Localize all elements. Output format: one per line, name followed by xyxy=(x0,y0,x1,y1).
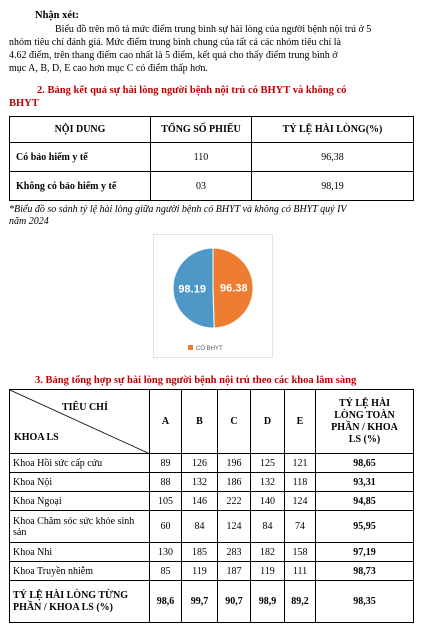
cell: 85 xyxy=(150,562,182,581)
bhyt-table xyxy=(9,116,414,201)
table-row xyxy=(10,473,414,492)
cell: 84 xyxy=(251,511,285,543)
table-row xyxy=(10,172,414,201)
chart-caption xyxy=(9,204,347,228)
legend-label: CÓ BHYT xyxy=(196,346,223,352)
total-row xyxy=(10,581,414,623)
section3-title: 3. Bảng tổng hợp sự hài lòng người bệnh nội trú theo các khoa lâm sàng xyxy=(35,375,357,386)
table-row xyxy=(10,562,414,581)
row-label: Không có bảo hiểm y tế xyxy=(10,172,151,201)
cell: 121 xyxy=(285,454,316,473)
cell: 119 xyxy=(251,562,285,581)
rate-cell: 98,65 xyxy=(316,454,414,473)
cell: 124 xyxy=(285,492,316,511)
cell: 105 xyxy=(150,492,182,511)
cell: 182 xyxy=(251,543,285,562)
department-name: Khoa Chăm sóc sức khỏe sinh sản xyxy=(10,511,150,543)
department-name: Khoa Nội xyxy=(10,473,150,492)
cell: 140 xyxy=(251,492,285,511)
header-line: PHẦN / KHOA xyxy=(331,421,398,433)
cell: 222 xyxy=(218,492,251,511)
rate-column-header xyxy=(316,390,414,454)
cell: 125 xyxy=(251,454,285,473)
diagonal-line xyxy=(10,390,150,454)
comment-line: nhóm tiêu chí đánh giá. Mức điểm trung bình chung của tất cả các nhóm tiêu chí là xyxy=(9,37,341,48)
cell: 03 xyxy=(151,172,252,201)
pie-svg xyxy=(154,235,272,357)
column-header: TỶ LỆ HÀI LÒNG(%) xyxy=(252,117,414,143)
table-row xyxy=(10,511,414,543)
cell: 98,6 xyxy=(150,581,182,623)
department-table xyxy=(9,389,414,623)
cell: 158 xyxy=(285,543,316,562)
cell: 98,19 xyxy=(252,172,414,201)
cell: 130 xyxy=(150,543,182,562)
cell: 74 xyxy=(285,511,316,543)
cell: 88 xyxy=(150,473,182,492)
total-row-label: TỶ LỆ HÀI LÒNG TỪNG PHẦN / KHOA LS (%) xyxy=(10,581,150,623)
cell: 118 xyxy=(285,473,316,492)
column-header: B xyxy=(182,390,218,454)
department-name: Khoa Ngoại xyxy=(10,492,150,511)
pie-data-label: 98.19 xyxy=(178,283,206,296)
cell: 146 xyxy=(182,492,218,511)
cell: 96,38 xyxy=(252,143,414,172)
column-header: A xyxy=(150,390,182,454)
cell: 119 xyxy=(182,562,218,581)
comment-line: Biểu đồ trên mô tả mức điểm trung bình sự hài lòng của người bệnh nội trú ở 5 xyxy=(55,24,372,35)
cell: 89,2 xyxy=(285,581,316,623)
pie-chart xyxy=(153,234,273,358)
department-name: Khoa Hồi sức cấp cứu xyxy=(10,454,150,473)
section2-title-cont: BHYT xyxy=(9,98,39,109)
row-label: Có bảo hiểm y tế xyxy=(10,143,151,172)
corner-cell xyxy=(10,390,150,454)
rate-cell: 94,85 xyxy=(316,492,414,511)
cell: 60 xyxy=(150,511,182,543)
cell: 110 xyxy=(151,143,252,172)
legend-swatch xyxy=(188,345,193,350)
rate-cell: 93,31 xyxy=(316,473,414,492)
cell: 99,7 xyxy=(182,581,218,623)
cell: 98,9 xyxy=(251,581,285,623)
column-header: TỔNG SỐ PHIẾU xyxy=(151,117,252,143)
cell: 186 xyxy=(218,473,251,492)
rate-cell: 98,73 xyxy=(316,562,414,581)
cell: 98,35 xyxy=(316,581,414,623)
rate-cell: 95,95 xyxy=(316,511,414,543)
rate-cell: 97,19 xyxy=(316,543,414,562)
cell: 126 xyxy=(182,454,218,473)
table-row xyxy=(10,492,414,511)
header-line: LS (%) xyxy=(348,433,381,445)
section2-title: 2. Bảng kết quả sự hài lòng người bệnh nội trú có BHYT và không có xyxy=(37,85,347,96)
cell: 89 xyxy=(150,454,182,473)
table-row xyxy=(10,543,414,562)
table-row xyxy=(10,143,414,172)
pie-data-label: 96.38 xyxy=(220,282,248,295)
table-row xyxy=(10,454,414,473)
cell: 187 xyxy=(218,562,251,581)
column-header: D xyxy=(251,390,285,454)
comment-line: 4.62 điểm, trên thang điểm cao nhất là 5 điểm, kết quả cho thấy điểm trung bình ở xyxy=(9,50,338,61)
table-header-row xyxy=(10,390,414,454)
corner-top-label: TIÊU CHÍ xyxy=(62,402,108,413)
corner-bottom-label: KHOA LS xyxy=(14,432,59,443)
caption-line: năm 2024 xyxy=(9,216,49,227)
cell: 90,7 xyxy=(218,581,251,623)
cell: 111 xyxy=(285,562,316,581)
header-line: LÒNG TOÀN xyxy=(334,409,395,421)
column-header: C xyxy=(218,390,251,454)
cell: 132 xyxy=(251,473,285,492)
column-header: NỘI DUNG xyxy=(10,117,151,143)
cell: 124 xyxy=(218,511,251,543)
cell: 283 xyxy=(218,543,251,562)
comment-line: mục A, B, D, E cao hơn mục C có điểm thấp hơn. xyxy=(9,63,208,74)
department-name: Khoa Truyền nhiễm xyxy=(10,562,150,581)
column-header: E xyxy=(285,390,316,454)
caption-line: *Biểu đồ so sánh tỷ lệ hài lòng giữa người bệnh có BHYT và không có BHYT quý IV xyxy=(9,204,347,215)
header-line: TỶ LỆ HÀI xyxy=(338,397,391,409)
cell: 84 xyxy=(182,511,218,543)
cell: 132 xyxy=(182,473,218,492)
cell: 196 xyxy=(218,454,251,473)
comment-heading: Nhận xét: xyxy=(35,10,80,21)
table-header-row xyxy=(10,117,414,143)
cell: 185 xyxy=(182,543,218,562)
department-name: Khoa Nhi xyxy=(10,543,150,562)
